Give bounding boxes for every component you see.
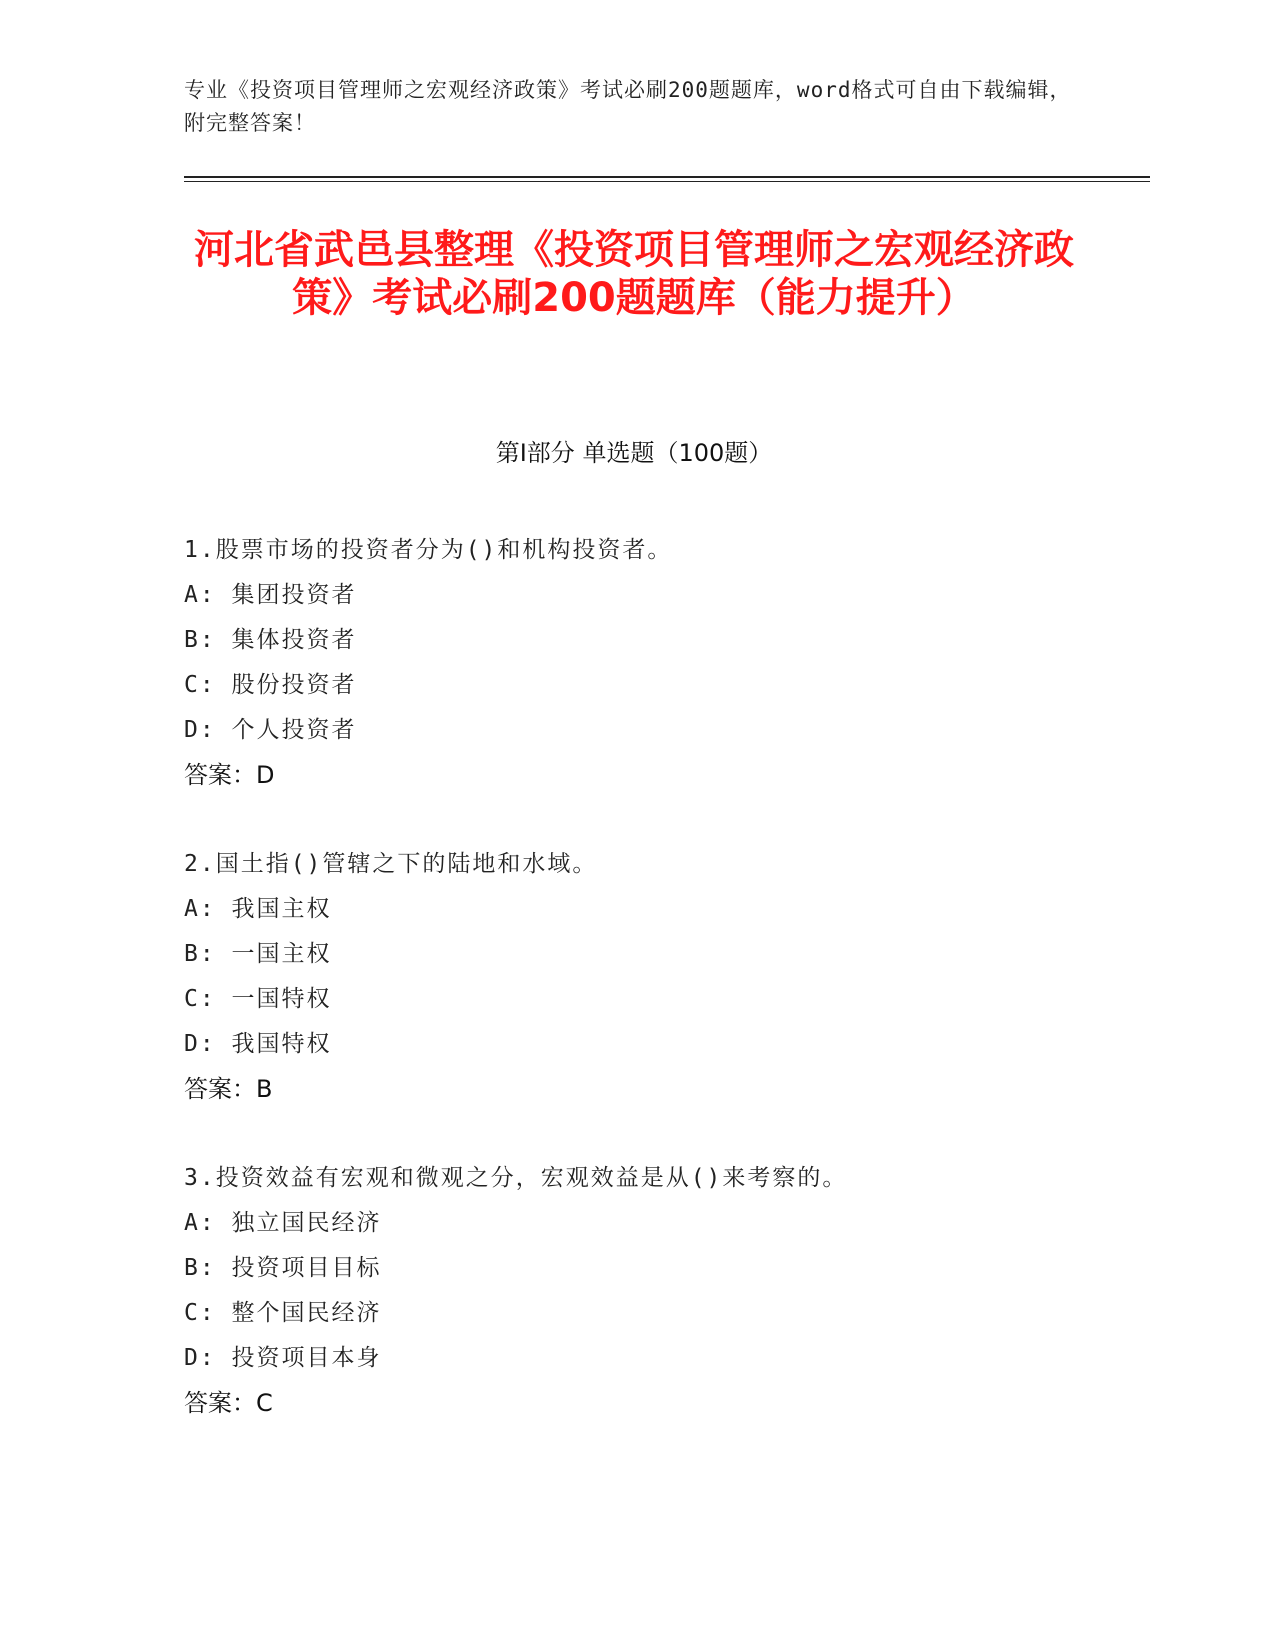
option-a: A: 集团投资者	[184, 582, 357, 608]
option-b: B: 投资项目目标	[184, 1255, 382, 1281]
option-d: D: 我国特权	[184, 1031, 332, 1057]
question-1	[184, 528, 1084, 798]
option-d: D: 投资项目本身	[184, 1345, 382, 1371]
question-list	[184, 528, 1084, 1470]
question-stem: 1.股票市场的投资者分为()和机构投资者。	[184, 537, 673, 563]
option-c: C: 整个国民经济	[184, 1300, 382, 1326]
header-divider-thin	[184, 181, 1150, 182]
option-a: A: 独立国民经济	[184, 1210, 382, 1236]
option-c: C: 一国特权	[184, 986, 332, 1012]
answer: 答案：B	[184, 1075, 273, 1103]
section-title: 第I部分 单选题（100题）	[495, 439, 773, 467]
question-3	[184, 1156, 1084, 1426]
document-title: 河北省武邑县整理《投资项目管理师之宏观经济政策》考试必刷200题题库（能力提升）	[194, 227, 1074, 321]
answer: 答案：D	[184, 761, 275, 789]
question-stem: 2.国土指()管辖之下的陆地和水域。	[184, 851, 598, 877]
answer: 答案：C	[184, 1389, 273, 1417]
header-note: 专业《投资项目管理师之宏观经济政策》考试必刷200题题库，word格式可自由下载编辑，附完整答案！	[184, 78, 1072, 135]
option-b: B: 集体投资者	[184, 627, 357, 653]
option-b: B: 一国主权	[184, 941, 332, 967]
option-c: C: 股份投资者	[184, 672, 357, 698]
option-d: D: 个人投资者	[184, 717, 357, 743]
question-stem: 3.投资效益有宏观和微观之分，宏观效益是从()来考察的。	[184, 1165, 848, 1191]
option-a: A: 我国主权	[184, 896, 332, 922]
question-2	[184, 842, 1084, 1112]
header-divider	[184, 176, 1150, 178]
